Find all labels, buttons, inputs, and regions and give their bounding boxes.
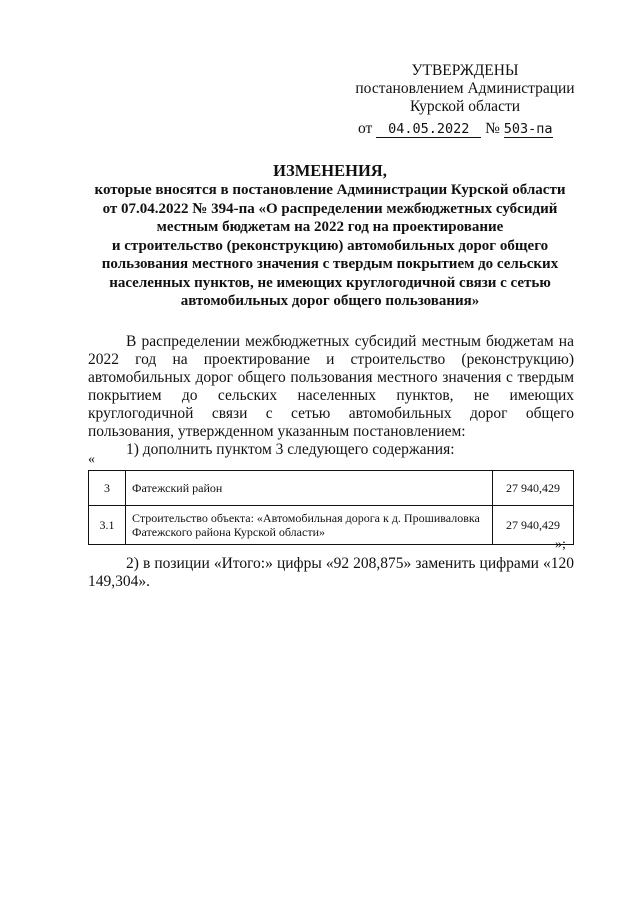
table-row [89, 506, 574, 545]
approval-line-2: Курской области [409, 98, 521, 115]
approval-heading: УТВЕРЖДЕНЫ [411, 62, 519, 79]
subtitle-line: местным бюджетам на 2022 год на проектирование [156, 219, 504, 235]
subtitle-line: автомобильных дорог общего пользования» [180, 293, 480, 309]
intro-paragraph: В распределении межбюджетных субсидий местным бюджетам на 2022 год на проектирование и строительство (реконструкцию) автомобильных дорог общего пользования местного значения с твердым покрытием до сельских населенных пунктов, не имеющих круглогодичной связи с сетью автомобильных дорог общего пользования, утвержденном указанным постановлением: [88, 333, 574, 440]
row-number: 3 [89, 471, 126, 506]
row-number: 3.1 [89, 506, 126, 545]
point-2 [88, 555, 574, 591]
approval-line-1: постановлением Администрации [355, 80, 575, 97]
date-prefix: от [358, 120, 373, 137]
document-title-block [60, 161, 600, 311]
subtitle-line: и строительство (реконструкцию) автомобильных дорог общего [111, 237, 549, 254]
point-2-text: 2) в позиции «Итого:» цифры «92 208,875» заменить цифрами «120 149,304». [88, 555, 574, 590]
row-name: Фатежский район [126, 471, 493, 506]
subtitle-line: которые вносятся в постановление Администрации Курской области [94, 182, 566, 198]
number-label: № [485, 120, 500, 137]
row-name: Строительство объекта: «Автомобильная дорога к д. Прошиваловка Фатежского района Курской области» [126, 506, 493, 545]
body-text [88, 333, 574, 459]
subtitle-line: пользования местного значения с твердым покрытием до сельских [101, 256, 559, 272]
quote-open: « [88, 452, 95, 467]
point-1: 1) дополнить пунктом 3 следующего содержания: [126, 441, 455, 458]
approval-date: 04.05.2022 [376, 122, 481, 138]
quote-close: »; [555, 537, 566, 552]
table-row [89, 471, 574, 506]
document-title: ИЗМЕНЕНИЯ, [273, 161, 387, 180]
row-amount: 27 940,429 [493, 471, 574, 506]
subtitle-line: от 07.04.2022 № 394-па «О распределении межбюджетных субсидий [102, 200, 558, 217]
approval-date-line [340, 120, 590, 138]
approval-block [340, 62, 590, 138]
subtitle-line: населенных пунктов, не имеющих круглогодичной связи с сетью [109, 274, 551, 291]
approval-number: 503-па [503, 121, 553, 137]
changes-table [88, 470, 574, 545]
row-amount: 27 940,429 [493, 506, 574, 545]
